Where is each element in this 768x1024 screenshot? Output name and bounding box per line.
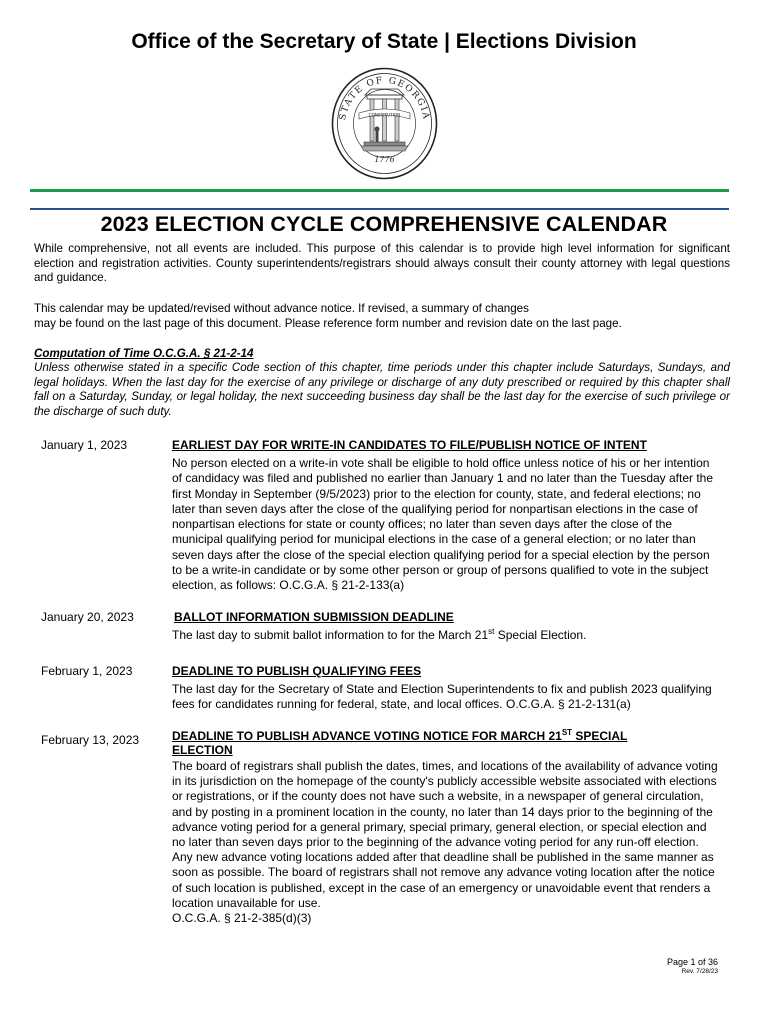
document-title: 2023 ELECTION CYCLE COMPREHENSIVE CALENDAR [100, 212, 668, 236]
seal-year: 1776 [374, 155, 395, 164]
event-body: The last day for the Secretary of State and Election Superintendents to fix and publish 2023 qualifying fees for candidates running for federal, state, and local offices. O.C.G.A. § 21-2-131(a) [172, 682, 712, 712]
event-citation: O.C.G.A. § 21-2-385(d)(3) [172, 911, 312, 925]
event-date: January 20, 2023 [41, 610, 134, 624]
event-date: January 1, 2023 [41, 438, 128, 452]
event-body: The board of registrars shall publish the dates, times, and locations of the availability of advance voting in its jurisdiction on the homepage of the county's publicly accessible website associated with elections or registrations, or if the county does not have such a website, in a newspaper of general circulation, and by posting in a prominent location in the county, no later than 14 days prior to the beginning of the advance voting period for a general primary, special primary, general election, or special election and no later than seven days prior to the beginning of the advance voting period for any run-off election. Any new advance voting locations added after that deadline shall be published in the same manner as soon as possible. The board of registrars shall not remove any advance voting location after the notice of such location is published, except in the case of an emergency or unavoidable event that renders a location unavailable for use. [172, 759, 718, 910]
event-title: BALLOT INFORMATION SUBMISSION DEADLINE [174, 610, 454, 624]
georgia-state-seal [331, 67, 438, 180]
computation-heading: Computation of Time O.C.G.A. § 21-2-14 [34, 347, 254, 360]
event-title: DEADLINE TO PUBLISH QUALIFYING FEES [172, 664, 422, 678]
revision-date: Rev. 7/28/23 [681, 968, 718, 975]
blue-divider [30, 208, 729, 210]
event-body: The last day to submit ballot information to for the March 21st Special Election. [172, 627, 587, 642]
event-body: No person elected on a write-in vote shall be eligible to hold office unless notice of his or her intention of candidacy was filed and published no earlier than January 1 and no later than the Tuesday after the first Monday in September (9/5/2023) prior to the election for county, state, and federal elections; no later than seven days after the close of the qualifying period for nonpartisan elections in the case of nonpartisan elections for state or county offices; no later than seven days after the close of the municipal qualifying period for municipal elections in the case of a general election; or no later than seven days after the close of the special election qualifying period for a special election by the person to be a write-in candidate or by some other person or group of persons qualified to vote in the subject election, as follows: O.C.G.A. § 21-2-133(a) [172, 456, 714, 593]
revision-notice-line-2: may be found on the last page of this document. Please reference form number and revision date on the last page. [34, 316, 622, 330]
page-number: Page 1 of 36 [666, 957, 718, 967]
revision-notice [34, 302, 730, 331]
seal-ribbon-text: CONSTITUTION [368, 112, 401, 118]
event-date: February 13, 2023 [41, 733, 140, 747]
seal-top-text: STATE OF GEORGIA [338, 75, 431, 122]
green-divider [30, 189, 729, 192]
computation-body: Unless otherwise stated in a specific Code section of this chapter, time periods under this chapter include Saturdays, Sundays, and legal holidays. When the last day for the exercise of any privilege or discharge of any duty prescribed or required by this chapter shall fall on a Saturday, Sunday, or legal holiday, the next succeeding business day shall be the last day for the exercise of such privilege or the discharge of such duty. [34, 361, 730, 418]
intro-paragraph: While comprehensive, not all events are included. This purpose of this calendar is to provide high level information for significant election and registration activities. County superintendents/registrars should always consult their county attorney with legal questions and guidance. [34, 242, 730, 285]
event-date: February 1, 2023 [41, 664, 133, 678]
event-title: DEADLINE TO PUBLISH ADVANCE VOTING NOTICE FOR MARCH 21ST SPECIAL ELECTION [172, 728, 628, 757]
office-header: Office of the Secretary of State | Elections Division [131, 30, 637, 53]
revision-notice-line-1: This calendar may be updated/revised without advance notice. If revised, a summary of changes [34, 302, 529, 315]
event-title: EARLIEST DAY FOR WRITE-IN CANDIDATES TO FILE/PUBLISH NOTICE OF INTENT [172, 438, 647, 452]
